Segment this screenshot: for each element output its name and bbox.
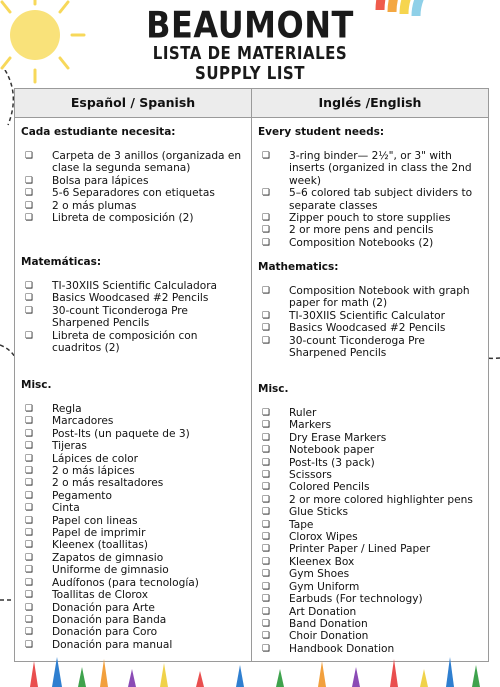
english-column (252, 118, 488, 661)
list-item: ❏ Tape (258, 519, 484, 531)
header-english: Inglés /English (318, 95, 422, 110)
list-item: ❏ 2 o más plumas (21, 200, 247, 212)
section-title: Misc. (21, 379, 52, 391)
list-item: ❏ 2 o más resaltadores (21, 477, 247, 489)
list-item: ❏ Ruler (258, 407, 484, 419)
section-title: Matemáticas: (21, 256, 102, 268)
list-item: ❏ TI-30XIIS Scientific Calculadora (21, 280, 247, 292)
section-math-es (21, 256, 247, 354)
list-item: ❏ Donación para Coro (21, 626, 247, 638)
list-item: ❏ Gym Shoes (258, 568, 484, 580)
list-item: ❏ 2 or more colored highlighter pens (258, 494, 484, 506)
list-item: ❏ Kleenex (toallitas) (21, 539, 247, 551)
list-item: ❏ Printer Paper / Lined Paper (258, 543, 484, 555)
pencil-row (30, 657, 480, 687)
list-title-english: SUPPLY LIST (195, 62, 305, 84)
list-item: ❏ Carpeta de 3 anillos (organizada en clase la segunda semana) (21, 150, 247, 175)
item-list (258, 150, 484, 249)
list-item: ❏ Earbuds (For technology) (258, 593, 484, 605)
list-item: ❏ Donación para manual (21, 639, 247, 651)
spanish-column (15, 118, 252, 661)
list-title-spanish: LISTA DE MATERIALES (152, 42, 348, 64)
section-misc-en (258, 383, 484, 655)
list-item: ❏ Glue Sticks (258, 506, 484, 518)
list-item: ❏ 30-count Ticonderoga Pre Sharpened Pencils (21, 305, 247, 330)
list-item: ❏ 5–6 colored tab subject dividers to separate classes (258, 187, 484, 212)
section-student-en (258, 126, 484, 249)
list-item: ❏ Scissors (258, 469, 484, 481)
list-item: ❏ Notebook paper (258, 444, 484, 456)
item-list (21, 403, 247, 651)
list-item: ❏ Pegamento (21, 490, 247, 502)
list-item: ❏ Composition Notebooks (2) (258, 237, 484, 249)
item-list (21, 150, 247, 224)
section-misc-es (21, 379, 247, 651)
list-item: ❏ Libreta de composición (2) (21, 212, 247, 224)
list-item: ❏ Toallitas de Clorox (21, 589, 247, 601)
table-header (15, 89, 488, 118)
list-item: ❏ Dry Erase Markers (258, 432, 484, 444)
list-item: ❏ Papel con lineas (21, 515, 247, 527)
item-list (258, 285, 484, 359)
list-item: ❏ Libreta de composición con cuadritos (2) (21, 330, 247, 355)
header-spanish: Español / Spanish (15, 89, 252, 117)
list-item: ❏ TI-30XIIS Scientific Calculator (258, 310, 484, 322)
list-item: ❏ 3-ring binder— 2½", or 3" with inserts (organized in class the 2nd week) (258, 150, 484, 187)
list-item: ❏ Uniforme de gimnasio (21, 564, 247, 576)
colored-pencils-illustration (0, 655, 500, 687)
list-item: ❏ Lápices de color (21, 453, 247, 465)
list-item: ❏ Choir Donation (258, 630, 484, 642)
list-item: ❏ Papel de imprimir (21, 527, 247, 539)
list-item: ❏ Clorox Wipes (258, 531, 484, 543)
section-title: Misc. (258, 383, 289, 395)
list-item: ❏ Cinta (21, 502, 247, 514)
list-item: ❏ Zipper pouch to store supplies (258, 212, 484, 224)
list-item: ❏ Regla (21, 403, 247, 415)
list-item: ❏ 2 o más lápices (21, 465, 247, 477)
section-title: Cada estudiante necesita: (21, 126, 176, 138)
section-title: Mathematics: (258, 261, 339, 273)
list-item: ❏ Composition Notebook with graph paper for math (2) (258, 285, 484, 310)
list-item: ❏ Art Donation (258, 606, 484, 618)
item-list (258, 407, 484, 655)
list-item: ❏ Post-Its (un paquete de 3) (21, 428, 247, 440)
list-item: ❏ Bolsa para lápices (21, 175, 247, 187)
list-item: ❏ Gym Uniform (258, 581, 484, 593)
list-item: ❏ Kleenex Box (258, 556, 484, 568)
list-item: ❏ 30-count Ticonderoga Pre Sharpened Pencils (258, 335, 484, 360)
list-item: ❏ Colored Pencils (258, 481, 484, 493)
list-item: ❏ Tijeras (21, 440, 247, 452)
list-item: ❏ Handbook Donation (258, 643, 484, 655)
supply-table (14, 88, 489, 662)
list-item: ❏ Donación para Banda (21, 614, 247, 626)
list-item: ❏ 5-6 Separadores con etiquetas (21, 187, 247, 199)
section-title: Every student needs: (258, 126, 385, 138)
list-item: ❏ 2 or more pens and pencils (258, 224, 484, 236)
section-math-en (258, 261, 484, 359)
list-item: ❏ Basics Woodcased #2 Pencils (258, 322, 484, 334)
list-item: ❏ Markers (258, 419, 484, 431)
section-student-es (21, 126, 247, 224)
list-item: ❏ Audífonos (para tecnología) (21, 577, 247, 589)
list-item: ❏ Marcadores (21, 415, 247, 427)
school-title: BEAUMONT (146, 3, 354, 47)
list-item: ❏ Zapatos de gimnasio (21, 552, 247, 564)
list-item: ❏ Donación para Arte (21, 602, 247, 614)
list-item: ❏ Post-Its (3 pack) (258, 457, 484, 469)
list-item: ❏ Band Donation (258, 618, 484, 630)
item-list (21, 280, 247, 354)
list-item: ❏ Basics Woodcased #2 Pencils (21, 292, 247, 304)
